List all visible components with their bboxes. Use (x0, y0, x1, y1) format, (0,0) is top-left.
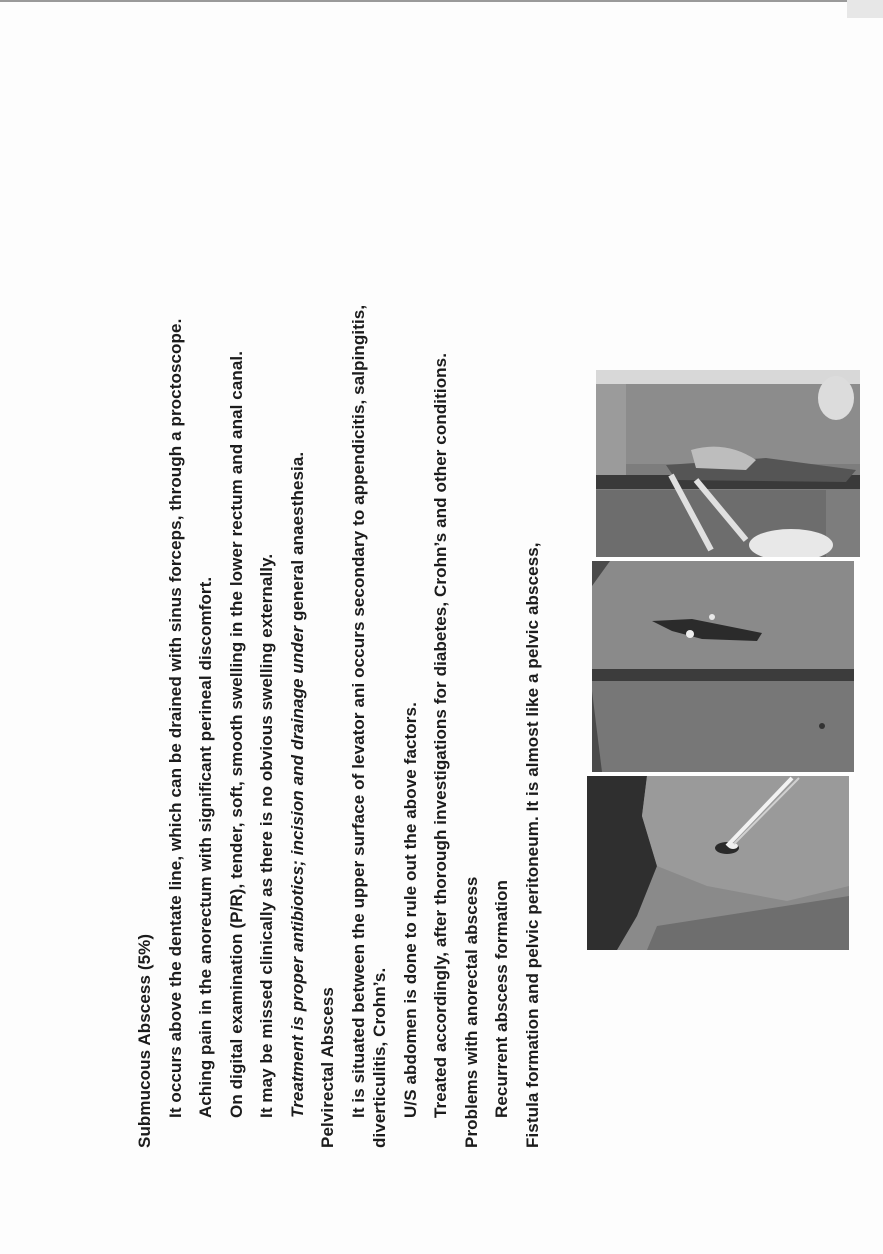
text-line: U/S abdomen is done to rule out the above factors. (400, 702, 420, 1118)
scan-corner-shadow (847, 0, 883, 18)
heading-problems: Problems with anorectal abscess (461, 876, 481, 1148)
text-line: On digital examination (P/R), tender, soft, smooth swelling in the lower rectum and anal canal. (226, 350, 246, 1118)
scan-top-edge (0, 0, 883, 2)
incised-mucosa-photo (592, 561, 854, 772)
rotated-text-block (130, 128, 548, 1148)
photo-separator (592, 557, 860, 561)
text-line: diverticulitis, Crohn’s. (370, 967, 389, 1148)
heading-pelvirectal-abscess: Pelvirectal Abscess (318, 987, 337, 1148)
treatment-normal-text: general anaesthesia. (287, 451, 307, 621)
photo-separator (587, 772, 855, 776)
sinus-forceps-photo (587, 776, 849, 950)
text-line: Treated accordingly, after thorough investigations for diabetes, Crohn’s and other conditions. (431, 352, 450, 1118)
text-line: It may be missed clinically as there is no obvious swelling externally. (257, 553, 276, 1118)
text-line: Recurrent abscess formation (492, 880, 511, 1118)
heading-submucous-abscess: Submucous Abscess (5%) (135, 933, 154, 1148)
text-line: It occurs above the dentate line, which can be drained with sinus forceps, through a proctoscope. (165, 318, 185, 1118)
text-line: Aching pain in the anorectum with significant perineal discomfort. (196, 576, 215, 1118)
treatment-line (283, 128, 314, 1148)
proctoscope-drainage-photo (596, 370, 860, 557)
treatment-italic-text: Treatment is proper antibiotics; incision and drainage under (287, 625, 307, 1118)
text-line: Fistula formation and pelvic peritoneum. It is almost like a pelvic abscess, (522, 542, 542, 1148)
text-line: It is situated between the upper surface of levator ani occurs secondary to appendicitis, salpingitis, (348, 304, 368, 1118)
